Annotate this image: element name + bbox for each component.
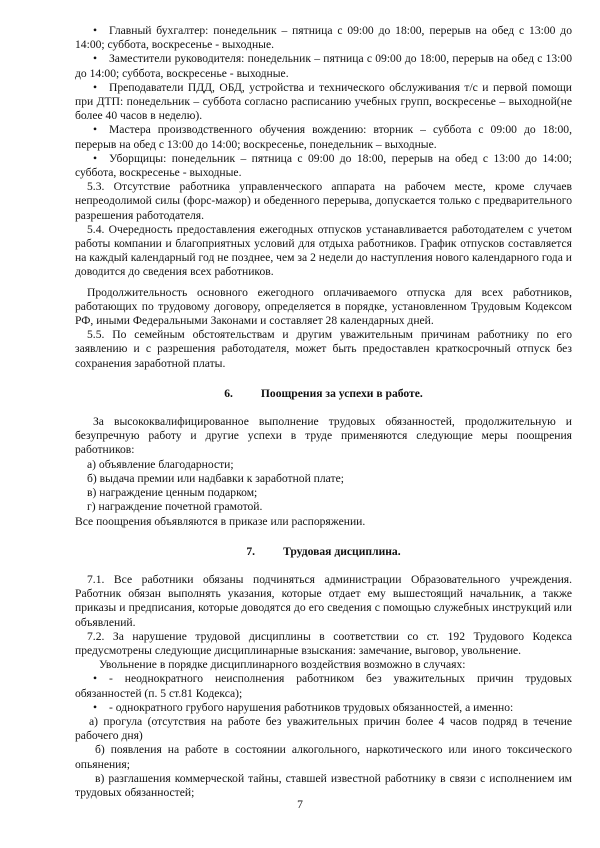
bullet-item: • Главный бухгалтер: понедельник – пятница с 09:00 до 18:00, перерыв на обед с 13:00 до 14:00; суббота, воскресенье - выходные. (75, 24, 572, 52)
bullet-item: • - однократного грубого нарушения работников трудовых обязанностей, а именно: (93, 700, 514, 714)
paragraph-7-1: 7.1. Все работники обязаны подчиняться администрации Образовательного учреждения. Работник обязан выполнять указания, которые отдает ему вышестоящий начальник, а также приказы и предписания, которые доводятся до его сведения с помощью служебных инструкций или объявлений. (75, 572, 572, 629)
page-number: 7 (297, 798, 303, 811)
sub-item: а) прогула (отсутствия на работе без уважительных причин более 4 часов подряд в течение рабочего дня) (75, 714, 572, 743)
bullet-icon: • (93, 700, 98, 714)
bullet-item: • - неоднократного неисполнения работником без уважительных причин трудовых обязанностей (п. 5 ст.81 Кодекса); (75, 672, 572, 700)
section-7-heading (75, 545, 572, 559)
bullet-item: • Заместители руководителя: понедельник – пятница с 09:00 до 18:00, перерыв на обед с 13:00 до 14:00; суббота, воскресенье - выходные. (75, 52, 572, 80)
paragraph-6-intro: За высококвалифицированное выполнение трудовых обязанностей, продолжительную и безупречную работу и другие успехи в труде применяются следующие меры поощрения работников: (75, 415, 572, 457)
paragraph-5-3: 5.3. Отсутствие работника управленческого аппарата на рабочем месте, кроме случаев непреодолимой силы (форс-мажор) и обеденного перерыва, допускается только с предварительного разрешения работодателя. (75, 180, 572, 222)
sub-item: в) разглашения коммерческой тайны, ставшей известной работнику в связи с исполнением им трудовых обязанностей; (75, 771, 572, 799)
section-6-number: 6. (224, 386, 233, 400)
paragraph-7-2: 7.2. За нарушение трудовой дисциплины в соответствии со ст. 192 Трудового Кодекса предусмотрены следующие дисциплинарные взыскания: замечание, выговор, увольнение. (75, 629, 572, 657)
section-7-title: Трудовая дисциплина. (283, 544, 401, 558)
bullet-icon: • (93, 151, 98, 165)
list-item: а) объявление благодарности; (87, 457, 234, 471)
paragraph-dismissal: Увольнение в порядке дисциплинарного воздействия возможно в случаях: (99, 658, 466, 672)
bullet-item: • Мастера производственного обучения вождению: вторник – суббота с 09:00 до 18:00, перерыв на обед с 13:00 до 14:00; воскресенье, понедельник – выходные. (75, 123, 572, 151)
bullet-item: • Преподаватели ПДД, ОБД, устройства и технического обслуживания т/с и первой помощи при ДТП: понедельник – суббота согласно расписанию учебных групп, воскресенье – выходной(не более 40 часов в неделю). (75, 80, 572, 123)
list-item: б) выдача премии или надбавки к заработной плате; (87, 471, 344, 485)
list-item: г) награждение почетной грамотой. (87, 500, 263, 514)
section-6-title: Поощрения за успехи в работе. (260, 386, 423, 400)
bullet-icon: • (93, 80, 98, 94)
bullet-item: • Уборщицы: понедельник – пятница с 09:00 до 18:00, перерыв на обед с 13:00 до 14:00; суббота, воскресенье - выходные. (75, 151, 572, 180)
paragraph-5-4: 5.4. Очередность предоставления ежегодных отпусков устанавливается работодателем с учетом работы компании и благоприятных условий для отдыха работников. График отпусков составляется на каждый календарный год не позднее, чем за 2 недели до наступления нового календарного года и доводится до сведения всех работников. (75, 222, 572, 279)
bullet-icon: • (93, 123, 98, 137)
section-6-heading (75, 387, 572, 401)
page-content (75, 24, 572, 800)
rewards-list (75, 458, 572, 515)
section-7-number: 7. (246, 544, 256, 558)
bullet-icon: • (93, 672, 98, 686)
sub-item: б) появления на работе в состоянии алкогольного, наркотического или иного токсического опьянения; (75, 743, 572, 771)
paragraph-5-5: 5.5. По семейным обстоятельствам и другим уважительным причинам работнику по его заявлению и с разрешения работодателя, может быть предоставлен краткосрочный отпуск без сохранения заработной платы. (75, 328, 572, 370)
list-item: в) награждение ценным подарком; (87, 486, 258, 500)
paragraph-vacation-duration: Продолжительность основного ежегодного оплачиваемого отпуска для всех работников, работающих по трудовому договору, определяется в порядке, установленном Трудовым Кодексом РФ, иными Федеральными Законами и составляет 28 календарных дней. (75, 285, 572, 328)
bullet-icon: • (93, 52, 98, 66)
paragraph-6-end: Все поощрения объявляются в приказе или распоряжении. (75, 514, 366, 528)
bullet-icon: • (93, 24, 98, 37)
